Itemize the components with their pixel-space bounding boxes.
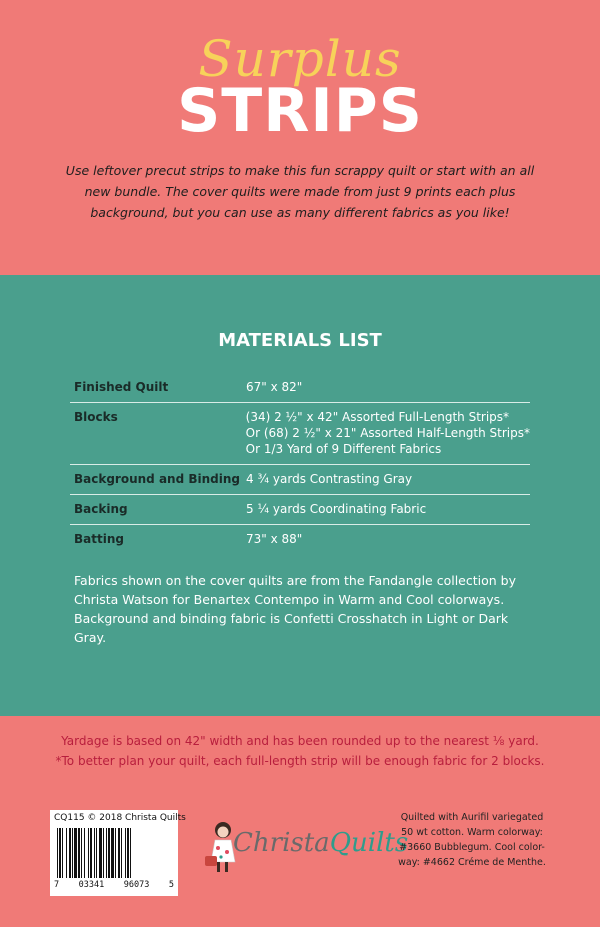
aurifil-line: 50 wt cotton. Warm colorway: xyxy=(401,827,543,838)
materials-value-line: Or (68) 2 ½" x 21" Assorted Half-Length Strips* xyxy=(245,426,530,440)
christa-quilts-logo xyxy=(205,816,409,876)
materials-value xyxy=(246,409,530,457)
materials-table xyxy=(70,373,530,554)
barcode-bar xyxy=(127,828,129,878)
materials-value-line: 73" x 88" xyxy=(246,532,303,546)
footer-section xyxy=(0,716,600,927)
materials-value-line: (34) 2 ½" x 42" Assorted Full-Length Strips* xyxy=(245,410,510,424)
barcode-bar xyxy=(66,828,67,878)
title-main: STRIPS xyxy=(177,76,423,146)
barcode-digit: 03341 xyxy=(78,880,105,890)
materials-value xyxy=(246,471,530,487)
materials-value xyxy=(246,531,530,547)
barcode-bar xyxy=(115,828,116,878)
materials-value-line: 67" x 82" xyxy=(246,380,303,394)
barcode-header: CQ115 © 2018 Christa Quilts xyxy=(54,813,186,823)
barcode-bar xyxy=(106,828,107,878)
barcode-digits xyxy=(54,880,174,890)
title-script: Surplus xyxy=(198,30,402,88)
barcode-bar xyxy=(90,828,92,878)
barcode-bar xyxy=(62,828,63,878)
barcode-bar xyxy=(57,828,58,878)
yardage-line: Yardage is based on 42" width and has been rounded up to the nearest ⅛ yard. xyxy=(61,734,539,748)
materials-value-line: 5 ¼ yards Coordinating Fabric xyxy=(246,502,427,516)
materials-title: MATERIALS LIST xyxy=(218,330,382,351)
materials-label: Blocks xyxy=(74,410,118,424)
barcode-bar xyxy=(111,828,114,878)
barcode-bar xyxy=(72,828,73,878)
materials-value xyxy=(246,379,530,395)
header-section xyxy=(0,0,600,275)
barcode-digit: 5 xyxy=(168,880,174,890)
materials-label: Background and Binding xyxy=(74,472,240,486)
barcode-bar xyxy=(94,828,95,878)
materials-row xyxy=(70,495,530,525)
materials-row xyxy=(70,373,530,403)
materials-value-line: Or 1/3 Yard of 9 Different Fabrics xyxy=(245,442,442,456)
barcode-bar xyxy=(96,828,97,878)
barcode-bar xyxy=(125,828,126,878)
barcode-bar xyxy=(81,828,82,878)
barcode-bar xyxy=(69,828,71,878)
barcode-bar xyxy=(84,828,85,878)
barcode xyxy=(50,810,186,896)
aurifil-line: way: #4662 Créme de Menthe. xyxy=(398,857,546,868)
barcode-bar xyxy=(78,828,80,878)
barcode-digit: 7 xyxy=(54,880,60,890)
intro-text: Use leftover precut strips to make this fun scrappy quilt or start with an all new bundle. The cover quilts were made from just 9 prints each plus background, but you can use as many different fabrics as you like! xyxy=(65,163,535,220)
materials-row xyxy=(70,465,530,495)
aurifil-line: #3660 Bubblegum. Cool color- xyxy=(399,842,545,853)
materials-section xyxy=(0,275,600,716)
logo-quilts: Quilts xyxy=(329,828,409,858)
materials-label: Backing xyxy=(74,502,128,516)
materials-label: Finished Quilt xyxy=(74,380,169,394)
barcode-digit: 96073 xyxy=(123,880,150,890)
logo-christa: Christa xyxy=(233,828,330,858)
barcode-bar xyxy=(118,828,120,878)
materials-label: Batting xyxy=(74,532,124,546)
barcode-bar xyxy=(88,828,89,878)
barcode-bars xyxy=(56,828,172,878)
aurifil-note xyxy=(392,810,552,870)
barcode-bar xyxy=(74,828,77,878)
barcode-bar xyxy=(99,828,102,878)
barcode-bar xyxy=(108,828,110,878)
materials-value-line: 4 ¾ yards Contrasting Gray xyxy=(246,472,413,486)
materials-value xyxy=(246,501,530,517)
barcode-bar xyxy=(103,828,104,878)
materials-row xyxy=(70,403,530,465)
logo-text xyxy=(233,828,408,858)
fabric-note: Fabrics shown on the cover quilts are from the Fandangle collection by Christa Watson for Benartex Contempo in Warm and Cool colorways. Background and binding fabric is Confetti Crosshatch in Light or Dark Gray. xyxy=(74,573,516,645)
yardage-line: *To better plan your quilt, each full-length strip will be enough fabric for 2 blocks. xyxy=(55,754,545,768)
barcode-bar xyxy=(59,828,61,878)
materials-row xyxy=(70,525,530,554)
yardage-note xyxy=(0,731,600,771)
barcode-bar xyxy=(121,828,122,878)
aurifil-line: Quilted with Aurifil variegated xyxy=(400,812,544,823)
barcode-bar xyxy=(130,828,131,878)
